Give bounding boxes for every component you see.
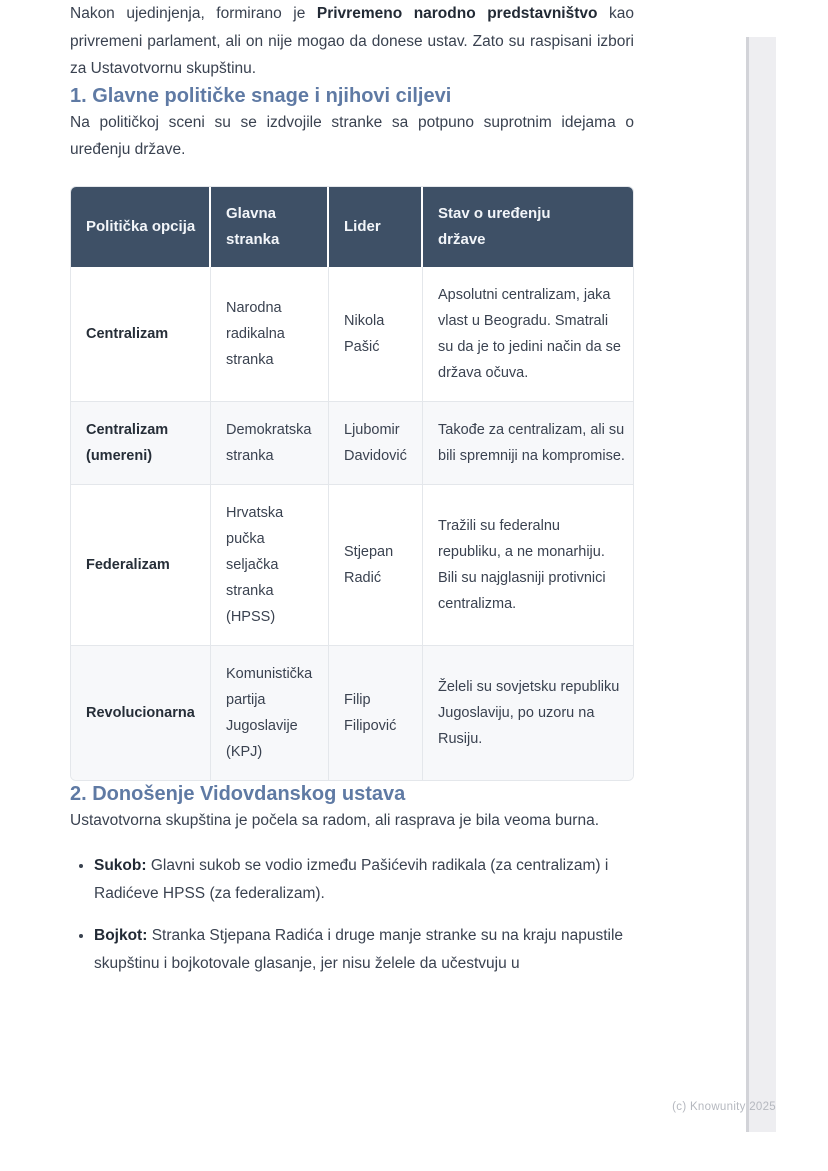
list-item <box>94 922 634 977</box>
watermark: (c) Knowunity 2025 <box>672 1101 776 1113</box>
cell-party: Komunistička partija Jugoslavije (KPJ) <box>211 645 329 780</box>
section-2-intro: Ustavotvorna skupština je počela sa radom, ali rasprava je bila veoma burna. <box>70 811 599 829</box>
cell-party: Hrvatska pučka seljačka stranka (HPSS) <box>211 484 329 645</box>
intro-text-bold: Privremeno narodno predstavništvo <box>316 5 598 22</box>
cell-leader: Filip Filipović <box>329 645 423 780</box>
header-lider: Lider <box>329 187 423 267</box>
section-1-intro: Na političkoj sceni su se izdvojile stranke sa potpuno suprotnim idejama o uređenju države. <box>70 113 634 158</box>
bullet-term: Bojkot: <box>94 927 148 944</box>
bullet-term: Sukob: <box>94 857 147 874</box>
table-row <box>71 267 634 401</box>
cell-leader: Stjepan Radić <box>329 484 423 645</box>
section-2-heading: 2. Donošenje Vidovdanskog ustava <box>70 782 406 805</box>
list-item <box>94 852 634 907</box>
cell-stance: Apsolutni centralizam, jaka vlast u Beogradu. Smatrali su da je to jedini način da se država očuva. <box>423 267 634 401</box>
table-row <box>71 645 634 780</box>
bullet-text: Glavni sukob se vodio između Pašićevih radikala (za centralizam) i Radićeve HPSS (za federalizam). <box>94 857 609 902</box>
header-stav: Stav o uređenju države <box>423 187 634 267</box>
intro-text-pre: Nakon ujedinjenja, formirano je <box>70 5 317 22</box>
cell-option: Federalizam <box>71 484 211 645</box>
cell-stance: Tražili su federalnu republiku, a ne monarhiju. Bili su najglasniji protivnici centralizma. <box>423 484 634 645</box>
cell-option: Revolucionarna <box>71 645 211 780</box>
table-header-row <box>71 187 634 267</box>
table-row <box>71 484 634 645</box>
cell-leader: Ljubomir Davidović <box>329 401 423 484</box>
header-politicka-opcija: Politička opcija <box>71 187 211 267</box>
cell-option: Centralizam (umereni) <box>71 401 211 484</box>
section-1-heading: 1. Glavne političke snage i njihovi ciljevi <box>70 84 452 107</box>
cell-stance: Takođe za centralizam, ali su bili spremniji na kompromise. <box>423 401 634 484</box>
cell-party: Demokratska stranka <box>211 401 329 484</box>
bullet-text: Stranka Stjepana Radića i druge manje stranke su na kraju napustile skupštinu i bojkotovale glasanje, jer nisu želele da učestvuju u <box>94 927 624 972</box>
cell-leader: Nikola Pašić <box>329 267 423 401</box>
cell-option: Centralizam <box>71 267 211 401</box>
bullet-list <box>70 852 634 977</box>
document-content <box>70 0 634 992</box>
table-row <box>71 401 634 484</box>
cell-stance: Želeli su sovjetsku republiku Jugoslaviju, po uzoru na Rusiju. <box>423 645 634 780</box>
cell-party: Narodna radikalna stranka <box>211 267 329 401</box>
political-parties-table <box>70 186 634 781</box>
intro-text-post: kao privremeni parlament, ali on nije mogao da donese ustav. Zato su raspisani izbori za Ustavotvornu skupštinu. <box>70 5 634 77</box>
scrollbar[interactable] <box>746 37 776 1132</box>
header-glavna-stranka: Glavna stranka <box>211 187 329 267</box>
intro-paragraph <box>70 0 634 83</box>
